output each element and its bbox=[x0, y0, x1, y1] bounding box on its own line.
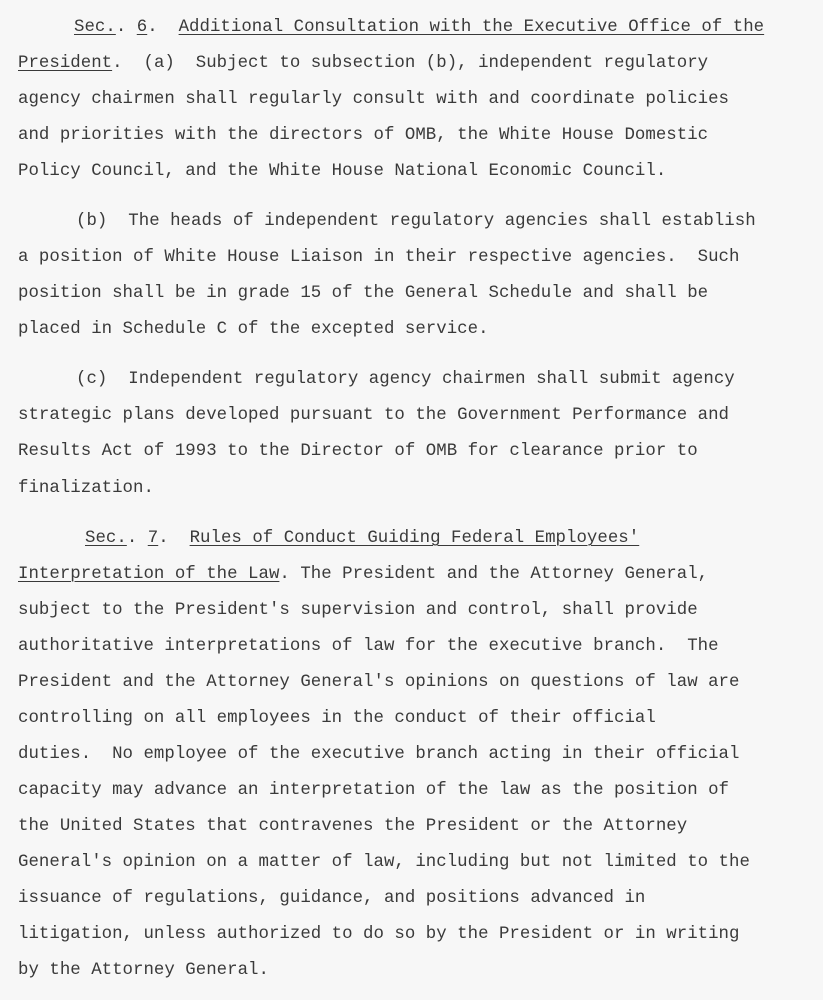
sec6-line: and priorities with the directors of OMB, the White House Domestic bbox=[18, 126, 709, 145]
sec6-para-b-line: (b) The heads of independent regulatory agencies shall establish bbox=[76, 212, 756, 231]
sec6-para-c-line: finalization. bbox=[18, 479, 154, 498]
sec7-heading: Sec.. 7. Rules of Conduct Guiding Federal Employees' bbox=[85, 529, 640, 548]
sec6-para-c-line: Results Act of 1993 to the Director of OMB for clearance prior to bbox=[18, 442, 698, 461]
sec7-title-cont: Interpretation of the Law bbox=[18, 565, 280, 584]
sec6-title-cont: President bbox=[18, 54, 113, 73]
sec6-number: 6 bbox=[136, 18, 148, 37]
sec6-heading-cont: President. (a) Subject to subsection (b), independent regulatory bbox=[18, 54, 709, 73]
sec7-line: litigation, unless authorized to do so by the President or in writing bbox=[18, 925, 740, 944]
sec6-title: Additional Consultation with the Executive Office of the bbox=[178, 18, 765, 37]
sec6-line: (a) Subject to subsection (b), independent regulatory bbox=[143, 54, 709, 73]
sec6-heading: Sec.. 6. Additional Consultation with the Executive Office of the bbox=[74, 18, 765, 37]
sec7-line: by the Attorney General. bbox=[18, 961, 269, 980]
sec7-line: capacity may advance an interpretation of the law as the position of bbox=[18, 781, 730, 800]
sec7-line: duties. No employee of the executive branch acting in their official bbox=[18, 745, 740, 764]
sec6-label: Sec. bbox=[74, 18, 116, 37]
sec7-label: Sec. bbox=[85, 529, 127, 548]
sec6-para-b-line: a position of White House Liaison in their respective agencies. Such bbox=[18, 248, 740, 267]
sec6-para-b-line: placed in Schedule C of the excepted service. bbox=[18, 320, 489, 339]
sec6-para-c-line: strategic plans developed pursuant to the Government Performance and bbox=[18, 406, 730, 425]
sec7-title: Rules of Conduct Guiding Federal Employees' bbox=[189, 529, 640, 548]
sec7-line: General's opinion on a matter of law, including but not limited to the bbox=[18, 853, 750, 872]
sec7-first-line-rest: . The President and the Attorney General, bbox=[279, 565, 709, 584]
sec7-line: the United States that contravenes the President or the Attorney bbox=[18, 817, 688, 836]
sec7-line: subject to the President's supervision and control, shall provide bbox=[18, 601, 698, 620]
sec6-line: agency chairmen shall regularly consult with and coordinate policies bbox=[18, 90, 730, 109]
sec7-line: authoritative interpretations of law for the executive branch. The bbox=[18, 637, 719, 656]
sec7-heading-cont bbox=[18, 565, 708, 585]
sec6-para-c-line: (c) Independent regulatory agency chairmen shall submit agency bbox=[76, 370, 735, 389]
sec6-para-b-line: position shall be in grade 15 of the General Schedule and shall be bbox=[18, 284, 709, 303]
sec7-line: President and the Attorney General's opinions on questions of law are bbox=[18, 673, 740, 692]
sec7-line: issuance of regulations, guidance, and positions advanced in bbox=[18, 889, 646, 908]
sec7-line: controlling on all employees in the conduct of their official bbox=[18, 709, 656, 728]
sec7-number: 7 bbox=[147, 529, 159, 548]
sec6-line: Policy Council, and the White House National Economic Council. bbox=[18, 162, 667, 181]
